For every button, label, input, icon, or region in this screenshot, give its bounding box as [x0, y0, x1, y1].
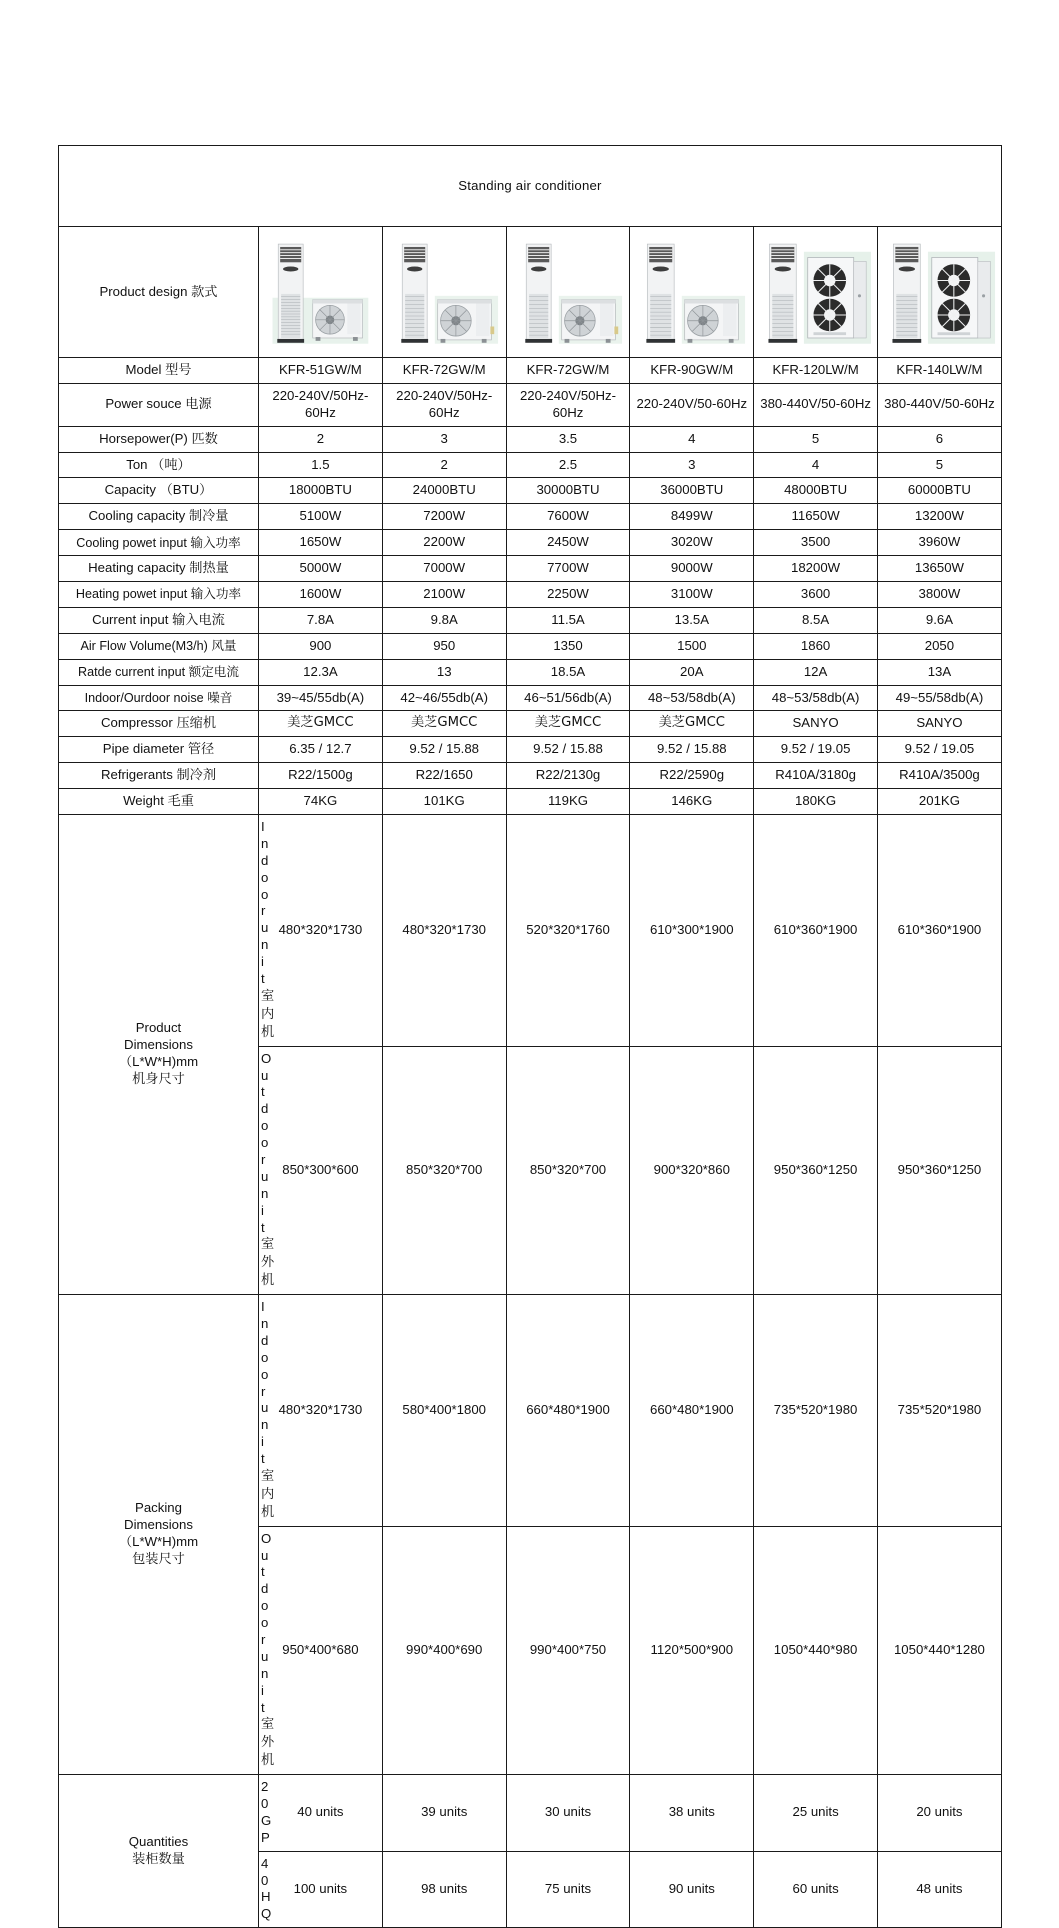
table-row: [59, 1295, 1002, 1527]
product-image-cell-3: [506, 227, 630, 358]
cell-packing-dim-outdoor-6: 1050*440*1280: [877, 1526, 1001, 1774]
cell-ton-3: 2.5: [506, 452, 630, 478]
cell-noise-6: 49~55/58db(A): [877, 685, 1001, 711]
cell-cooling-capacity-6: 13200W: [877, 504, 1001, 530]
cell-air-flow-volume-6: 2050: [877, 633, 1001, 659]
row-label-quantities: [59, 1775, 259, 1928]
cell-weight-2: 101KG: [382, 789, 506, 815]
table-row: [59, 478, 1002, 504]
cell-cooling-capacity-2: 7200W: [382, 504, 506, 530]
cell-cooling-capacity-4: 8499W: [630, 504, 754, 530]
row-label-weight: Weight 毛重: [59, 789, 259, 815]
cell-heating-capacity-3: 7700W: [506, 556, 630, 582]
standing-ac-unit-with-horizontal-outdoor-unit-icon: [632, 236, 751, 348]
cell-qty-40hq-1: 100 units: [259, 1851, 383, 1928]
cell-qty-20gp-1: 40 units: [259, 1775, 383, 1852]
outdoor-unit-line-1: Outdoor unit: [261, 1050, 272, 1235]
cell-product-dim-outdoor-2: 850*320*700: [382, 1046, 506, 1294]
table-row: [59, 1775, 1002, 1852]
cell-qty-20gp-4: 38 units: [630, 1775, 754, 1852]
row-label-horsepower: Horsepower(P) 匹数: [59, 426, 259, 452]
row-label-cooling-power-input: Cooling powet input 输入功率: [59, 530, 259, 556]
cell-capacity-2: 24000BTU: [382, 478, 506, 504]
cell-power-source-1: 220-240V/50Hz-60Hz: [259, 383, 383, 426]
spec-table-container: [58, 145, 1001, 1928]
table-row: [59, 426, 1002, 452]
cell-cooling-power-input-3: 2450W: [506, 530, 630, 556]
product-dimensions-line-4: 机身尺寸: [132, 1071, 185, 1087]
outdoor-unit-line-2: 室外机: [261, 1237, 275, 1289]
cell-heating-capacity-1: 5000W: [259, 556, 383, 582]
cell-horsepower-5: 5: [754, 426, 878, 452]
quantities-line-1: Quantities: [128, 1833, 189, 1849]
table-row: [59, 685, 1002, 711]
cell-heating-power-input-6: 3800W: [877, 582, 1001, 608]
cell-cooling-power-input-2: 2200W: [382, 530, 506, 556]
cell-cooling-power-input-1: 1650W: [259, 530, 383, 556]
cell-heating-power-input-2: 2100W: [382, 582, 506, 608]
cell-power-source-2: 220-240V/50Hz-60Hz: [382, 383, 506, 426]
cell-product-dim-outdoor-4: 900*320*860: [630, 1046, 754, 1294]
row-label-packing-dimensions: [59, 1295, 259, 1775]
quantities-line-2: 装柜数量: [132, 1851, 185, 1867]
cell-weight-3: 119KG: [506, 789, 630, 815]
row-label-capacity: Capacity （BTU）: [59, 478, 259, 504]
cell-current-input-2: 9.8A: [382, 607, 506, 633]
cell-packing-dim-indoor-6: 735*520*1980: [877, 1295, 1001, 1527]
cell-power-source-4: 220-240V/50-60Hz: [630, 383, 754, 426]
cell-air-flow-volume-5: 1860: [754, 633, 878, 659]
cell-qty-40hq-6: 48 units: [877, 1851, 1001, 1928]
packing-dimensions-line-2: Dimensions: [124, 1517, 193, 1533]
cell-rated-current-input-4: 20A: [630, 659, 754, 685]
indoor-unit-line-2: 室内机: [261, 1468, 275, 1520]
cell-horsepower-2: 3: [382, 426, 506, 452]
cell-horsepower-6: 6: [877, 426, 1001, 452]
cell-horsepower-4: 4: [630, 426, 754, 452]
cell-capacity-4: 36000BTU: [630, 478, 754, 504]
cell-noise-4: 48~53/58db(A): [630, 685, 754, 711]
cell-air-flow-volume-4: 1500: [630, 633, 754, 659]
product-image-cell-5: [754, 227, 878, 358]
standing-ac-unit-with-horizontal-outdoor-unit-icon: [385, 236, 504, 348]
cell-packing-dim-outdoor-4: 1120*500*900: [630, 1526, 754, 1774]
cell-product-dim-outdoor-5: 950*360*1250: [754, 1046, 878, 1294]
row-label-heating-capacity: Heating capacity 制热量: [59, 556, 259, 582]
cell-packing-dim-outdoor-1: 950*400*680: [259, 1526, 383, 1774]
row-label-product-dimensions: [59, 815, 259, 1295]
cell-packing-dim-outdoor-5: 1050*440*980: [754, 1526, 878, 1774]
cell-capacity-6: 60000BTU: [877, 478, 1001, 504]
cell-packing-dim-outdoor-2: 990*400*690: [382, 1526, 506, 1774]
cell-refrigerants-4: R22/2590g: [630, 763, 754, 789]
cell-product-dim-indoor-4: 610*300*1900: [630, 815, 754, 1047]
indoor-unit-line-1: Indoor unit: [261, 1299, 269, 1467]
cell-product-dim-indoor-5: 610*360*1900: [754, 815, 878, 1047]
cell-qty-40hq-5: 60 units: [754, 1851, 878, 1928]
table-row: [59, 582, 1002, 608]
cell-pipe-diameter-6: 9.52 / 19.05: [877, 737, 1001, 763]
cell-ton-6: 5: [877, 452, 1001, 478]
cell-noise-1: 39~45/55db(A): [259, 685, 383, 711]
cell-cooling-power-input-6: 3960W: [877, 530, 1001, 556]
cell-product-dim-indoor-1: 480*320*1730: [259, 815, 383, 1047]
table-row: [59, 659, 1002, 685]
cell-product-dim-indoor-6: 610*360*1900: [877, 815, 1001, 1047]
cell-cooling-power-input-5: 3500: [754, 530, 878, 556]
packing-dimensions-line-4: 包装尺寸: [132, 1551, 185, 1567]
row-label-rated-current-input: Ratde current input 额定电流: [59, 659, 259, 685]
row-label-current-input: Current input 输入电流: [59, 607, 259, 633]
cell-air-flow-volume-1: 900: [259, 633, 383, 659]
cell-packing-dim-indoor-1: 480*320*1730: [259, 1295, 383, 1527]
row-label-noise: Indoor/Ourdoor noise 噪音: [59, 685, 259, 711]
standing-ac-unit-with-horizontal-outdoor-unit-icon: [261, 236, 380, 348]
cell-heating-power-input-3: 2250W: [506, 582, 630, 608]
cell-cooling-capacity-3: 7600W: [506, 504, 630, 530]
cell-noise-3: 46~51/56db(A): [506, 685, 630, 711]
cell-rated-current-input-3: 18.5A: [506, 659, 630, 685]
cell-qty-40hq-4: 90 units: [630, 1851, 754, 1928]
product-image-cell-2: [382, 227, 506, 358]
row-label-compressor: Compressor 压缩机: [59, 711, 259, 737]
cell-product-dim-outdoor-1: 850*300*600: [259, 1046, 383, 1294]
cell-model-4: KFR-90GW/M: [630, 358, 754, 384]
product-design-row: [59, 227, 1002, 358]
cell-qty-20gp-3: 30 units: [506, 1775, 630, 1852]
table-row: [59, 504, 1002, 530]
cell-heating-capacity-4: 9000W: [630, 556, 754, 582]
standing-ac-unit-with-horizontal-outdoor-unit-icon: [509, 236, 628, 348]
cell-packing-dim-indoor-3: 660*480*1900: [506, 1295, 630, 1527]
cell-qty-20gp-6: 20 units: [877, 1775, 1001, 1852]
cell-model-3: KFR-72GW/M: [506, 358, 630, 384]
cell-product-dim-outdoor-3: 850*320*700: [506, 1046, 630, 1294]
cell-power-source-5: 380-440V/50-60Hz: [754, 383, 878, 426]
outdoor-unit-line-1: Outdoor unit: [261, 1530, 272, 1715]
row-label-model: Model 型号: [59, 358, 259, 384]
cell-model-2: KFR-72GW/M: [382, 358, 506, 384]
cell-heating-capacity-2: 7000W: [382, 556, 506, 582]
cell-cooling-capacity-5: 11650W: [754, 504, 878, 530]
specification-table: [58, 145, 1002, 1928]
row-label-pipe-diameter: Pipe diameter 管径: [59, 737, 259, 763]
packing-dimensions-line-1: Packing: [135, 1500, 182, 1516]
table-row: [59, 633, 1002, 659]
cell-ton-1: 1.5: [259, 452, 383, 478]
cell-pipe-diameter-1: 6.35 / 12.7: [259, 737, 383, 763]
product-dimensions-line-1: Product: [135, 1020, 182, 1036]
cell-heating-power-input-4: 3100W: [630, 582, 754, 608]
outdoor-unit-line-2: 室外机: [261, 1717, 275, 1769]
cell-packing-dim-indoor-4: 660*480*1900: [630, 1295, 754, 1527]
cell-noise-5: 48~53/58db(A): [754, 685, 878, 711]
cell-power-source-3: 220-240V/50Hz-60Hz: [506, 383, 630, 426]
cell-ton-5: 4: [754, 452, 878, 478]
cell-weight-4: 146KG: [630, 789, 754, 815]
cell-current-input-3: 11.5A: [506, 607, 630, 633]
cell-qty-20gp-5: 25 units: [754, 1775, 878, 1852]
cell-power-source-6: 380-440V/50-60Hz: [877, 383, 1001, 426]
product-dimensions-line-3: （L*W*H)mm: [118, 1054, 199, 1070]
cell-compressor-4: 美芝GMCC: [630, 711, 754, 737]
cell-refrigerants-2: R22/1650: [382, 763, 506, 789]
row-label-cooling-capacity: Cooling capacity 制冷量: [59, 504, 259, 530]
cell-compressor-2: 美芝GMCC: [382, 711, 506, 737]
product-image-cell-4: [630, 227, 754, 358]
cell-rated-current-input-2: 13: [382, 659, 506, 685]
cell-heating-power-input-1: 1600W: [259, 582, 383, 608]
cell-product-dim-indoor-3: 520*320*1760: [506, 815, 630, 1047]
cell-model-6: KFR-140LW/M: [877, 358, 1001, 384]
page-title: Standing air conditioner: [59, 146, 1002, 227]
indoor-unit-line-1: Indoor unit: [261, 819, 269, 987]
cell-compressor-5: SANYO: [754, 711, 878, 737]
cell-product-dim-outdoor-6: 950*360*1250: [877, 1046, 1001, 1294]
cell-capacity-1: 18000BTU: [259, 478, 383, 504]
row-label-heating-power-input: Heating powet input 输入功率: [59, 582, 259, 608]
cell-compressor-1: 美芝GMCC: [259, 711, 383, 737]
cell-qty-40hq-3: 75 units: [506, 1851, 630, 1928]
cell-current-input-1: 7.8A: [259, 607, 383, 633]
cell-heating-capacity-5: 18200W: [754, 556, 878, 582]
cell-pipe-diameter-5: 9.52 / 19.05: [754, 737, 878, 763]
cell-current-input-5: 8.5A: [754, 607, 878, 633]
cell-horsepower-3: 3.5: [506, 426, 630, 452]
standing-ac-unit-with-vertical-dual-fan-outdoor-unit-icon: [880, 236, 999, 348]
cell-pipe-diameter-2: 9.52 / 15.88: [382, 737, 506, 763]
cell-ton-4: 3: [630, 452, 754, 478]
table-row: [59, 358, 1002, 384]
cell-horsepower-1: 2: [259, 426, 383, 452]
cell-cooling-power-input-4: 3020W: [630, 530, 754, 556]
cell-current-input-6: 9.6A: [877, 607, 1001, 633]
table-row: [59, 711, 1002, 737]
cell-air-flow-volume-2: 950: [382, 633, 506, 659]
packing-dimensions-line-3: （L*W*H)mm: [118, 1534, 199, 1550]
cell-noise-2: 42~46/55db(A): [382, 685, 506, 711]
row-label-ton: Ton （吨）: [59, 452, 259, 478]
row-label-air-flow-volume: Air Flow Volume(M3/h) 风量: [59, 633, 259, 659]
table-row: [59, 530, 1002, 556]
cell-cooling-capacity-1: 5100W: [259, 504, 383, 530]
cell-weight-5: 180KG: [754, 789, 878, 815]
cell-rated-current-input-5: 12A: [754, 659, 878, 685]
cell-compressor-6: SANYO: [877, 711, 1001, 737]
cell-packing-dim-indoor-2: 580*400*1800: [382, 1295, 506, 1527]
cell-capacity-5: 48000BTU: [754, 478, 878, 504]
row-label-power-source: Power souce 电源: [59, 383, 259, 426]
cell-compressor-3: 美芝GMCC: [506, 711, 630, 737]
cell-air-flow-volume-3: 1350: [506, 633, 630, 659]
product-dimensions-line-2: Dimensions: [124, 1037, 193, 1053]
cell-heating-power-input-5: 3600: [754, 582, 878, 608]
table-row: [59, 383, 1002, 426]
cell-model-1: KFR-51GW/M: [259, 358, 383, 384]
cell-weight-6: 201KG: [877, 789, 1001, 815]
table-row: [59, 452, 1002, 478]
table-row: [59, 763, 1002, 789]
row-label-product-design: Product design 款式: [59, 227, 259, 358]
cell-qty-40hq-2: 98 units: [382, 1851, 506, 1928]
cell-pipe-diameter-3: 9.52 / 15.88: [506, 737, 630, 763]
table-row: [59, 789, 1002, 815]
row-label-refrigerants: Refrigerants 制冷剂: [59, 763, 259, 789]
cell-refrigerants-3: R22/2130g: [506, 763, 630, 789]
standing-ac-unit-with-vertical-dual-fan-outdoor-unit-icon: [756, 236, 875, 348]
cell-refrigerants-1: R22/1500g: [259, 763, 383, 789]
cell-model-5: KFR-120LW/M: [754, 358, 878, 384]
cell-refrigerants-6: R410A/3500g: [877, 763, 1001, 789]
cell-product-dim-indoor-2: 480*320*1730: [382, 815, 506, 1047]
cell-pipe-diameter-4: 9.52 / 15.88: [630, 737, 754, 763]
cell-ton-2: 2: [382, 452, 506, 478]
cell-packing-dim-outdoor-3: 990*400*750: [506, 1526, 630, 1774]
table-row: [59, 556, 1002, 582]
cell-packing-dim-indoor-5: 735*520*1980: [754, 1295, 878, 1527]
cell-rated-current-input-6: 13A: [877, 659, 1001, 685]
cell-qty-20gp-2: 39 units: [382, 1775, 506, 1852]
cell-current-input-4: 13.5A: [630, 607, 754, 633]
cell-weight-1: 74KG: [259, 789, 383, 815]
cell-refrigerants-5: R410A/3180g: [754, 763, 878, 789]
cell-capacity-3: 30000BTU: [506, 478, 630, 504]
title-row: [59, 146, 1002, 227]
table-row: [59, 815, 1002, 1047]
indoor-unit-line-2: 室内机: [261, 988, 275, 1040]
cell-rated-current-input-1: 12.3A: [259, 659, 383, 685]
product-image-cell-6: [877, 227, 1001, 358]
cell-heating-capacity-6: 13650W: [877, 556, 1001, 582]
product-image-cell-1: [259, 227, 383, 358]
table-row: [59, 607, 1002, 633]
table-row: [59, 737, 1002, 763]
